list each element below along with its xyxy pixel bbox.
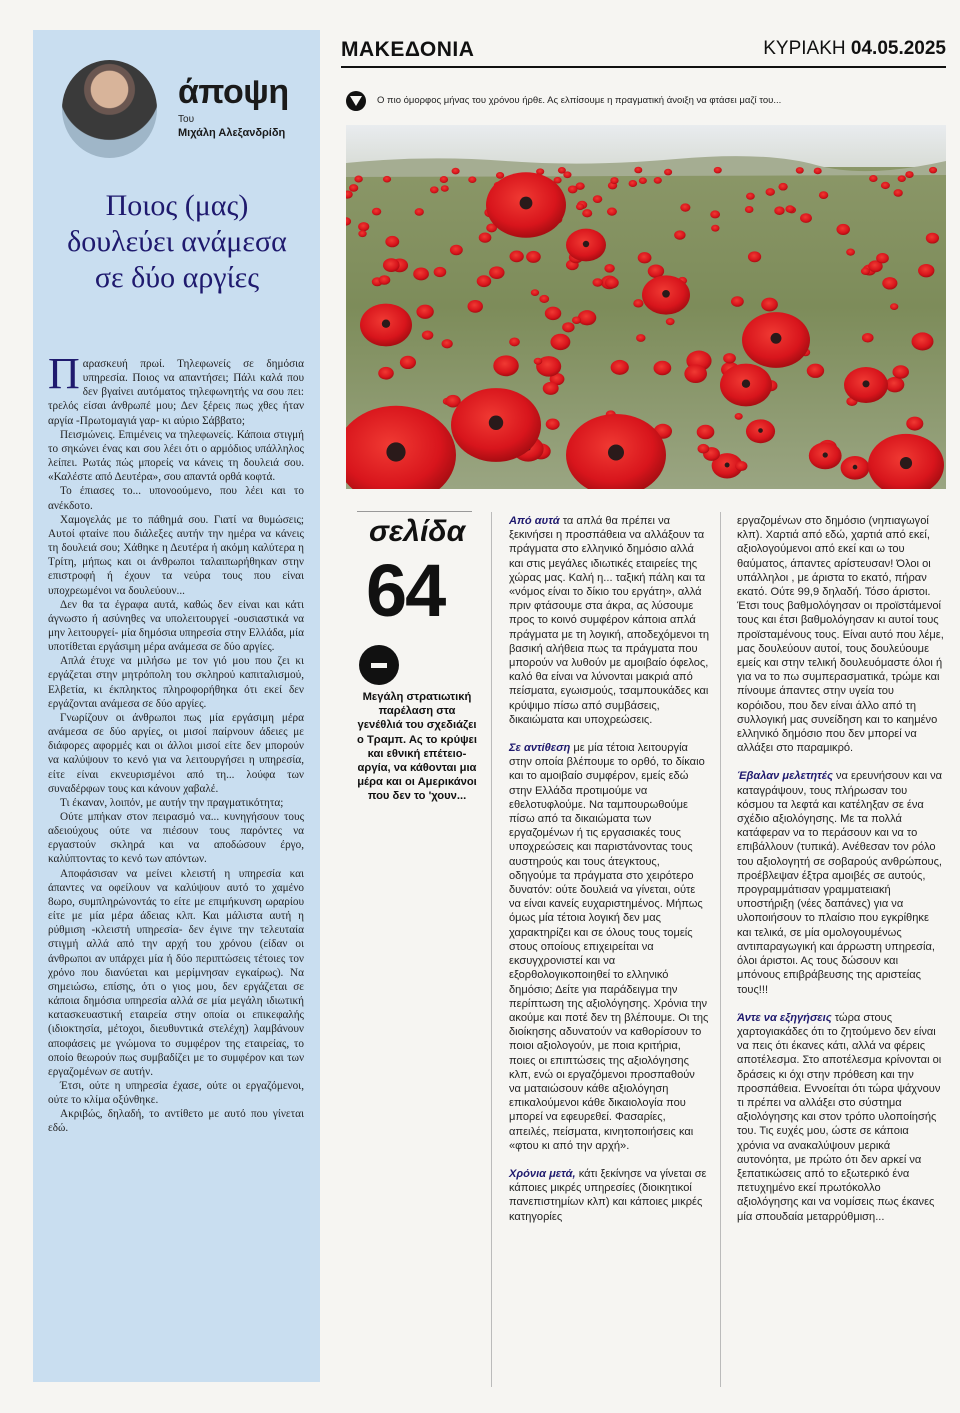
poppy-flower [434, 267, 447, 277]
poppy-flower [912, 332, 934, 350]
poppy-flower [379, 275, 391, 285]
poppy-flower [892, 365, 908, 379]
poppy-flower [697, 425, 715, 439]
poppy-flower [440, 176, 448, 183]
poppy-flower [761, 298, 778, 312]
poppy-flower [385, 236, 399, 247]
poppy-flower [882, 277, 897, 289]
poppy-flower [383, 176, 391, 183]
column-paragraph: εργαζομένων στο δημόσιο (νηπιαγωγοί κλπ). Χαρτιά από εδώ, χαρτιά από εκεί, αξιολογούμενοι από εκεί και ω του θαύματος, άπαντες αρίστευσαν! Όλοι οι υπάλληλοι , με άριστα το εκατό, πήραν εκατό. Ούτε 99,9 δηλαδή. Τόσο άριστοι. Έτσι τους βαθμολόγησαν οι προϊστάμενοί τους και έτσι βαθμολόγησαν κι αυτοί τους προϊσταμένους τους. Είναι αυτό που λέμε, μας δουλεύουν αυτοί, τους δουλεύουμε εμείς και στην τελική δουλευόμαστε όλοι ή για να το πω συμπερασματικά, τρώμε και πίνουμε άπαντες στην υγεία του κορόιδου, που δεν είναι άλλο από τη συλλογική μας συνείδηση και το καημένο ελληνικό δημόσιο που δεν μπορεί να αλλάξει στο παραμικρό. [737, 515, 944, 755]
poppy-center [900, 457, 912, 469]
poppy-flower [607, 208, 617, 216]
body-paragraph: Ούτε μπήκαν στον πειρασμό να... κυνηγήσουν τους αδειούχους ούτε να πιέσουν τους παρόντες να εργαστούν σκληρά και να αποδώσουν έργο, καλύπτοντας το κενό των απόντων. [48, 811, 304, 866]
page-label: σελίδα [369, 515, 466, 548]
poppy-flower [450, 245, 463, 256]
poppy-center [742, 380, 750, 388]
poppy-flower [611, 360, 629, 375]
photo-caption: Ο πιο όμορφος μήνας του χρόνου ήρθε. Ας ελπίσουμε η πραγματική άνοιξη να φτάσει μαζί του... [377, 95, 782, 106]
poppy-flower [493, 355, 518, 376]
poppy-flower [383, 258, 400, 272]
body-paragraph: Το έπιασες το... υπονοούμενο, που λέει και το ανέκδοτο. [48, 485, 304, 512]
poppy-flower [636, 334, 645, 342]
poppy-flower [664, 169, 672, 176]
poppy-flower [735, 413, 743, 420]
poppy-flower [748, 251, 761, 262]
poppy-flower [723, 353, 736, 363]
body-paragraph: Δεν θα τα έγραφα αυτά, καθώς δεν είναι και κάτι άγνωστο ή ασύνηθες να υπολειτουργεί -ουσιαστικά να μην λειτουργεί- μία δημόσια υπηρεσία στην Ελλάδα, μία υποτίθεται εργάσιμη μέρα ανάμεσα σε δύο αργίες. [48, 598, 304, 654]
poppy-flower [550, 334, 570, 350]
body-paragraph: Παρασκευή πρωί. Τηλεφωνείς σε δημόσια υπηρεσία. Ποιος να απαντήσει; Πάλι καλά που δεν βγαίνει αυτόματος τηλεφωνητής να σου πει: τρελός είσαι άνθρωπέ μου; Δεν ξέρεις πως χθες ήταν αργία -Πρωτομαγιά γαρ- κι αύριο Σάββατο; [48, 349, 304, 427]
poppy-flower [430, 186, 439, 193]
poppy-center [382, 320, 390, 328]
poppy-flower [545, 307, 561, 320]
poppy-flower [680, 203, 690, 211]
poppy-flower [836, 224, 849, 235]
poppy-flower [509, 338, 520, 347]
poppy-flower [604, 264, 614, 273]
body-paragraph: Έτσι, ούτε η υπηρεσία έχασε, ούτε οι εργαζόμενοι, ούτε το κλίμα οξύνθηκε. [48, 1079, 304, 1107]
poppy-flower [674, 230, 685, 239]
poppy-flower [534, 358, 543, 365]
issue-date-number: 04.05.2025 [850, 38, 946, 59]
poppy-flower [885, 377, 904, 393]
poppy-flower [807, 364, 824, 378]
poppy-flower [568, 185, 578, 193]
poppy-flower [714, 167, 722, 174]
poppy-flower [605, 277, 619, 288]
poppy-field-photo [346, 125, 946, 489]
poppy-flower [633, 299, 643, 307]
poppy-flower [906, 417, 923, 431]
poppy-flower [442, 339, 453, 348]
poppy-center [520, 197, 533, 210]
right-column [737, 514, 944, 1238]
poppy-flower [592, 278, 602, 286]
poppy-flower [846, 249, 855, 256]
poppy-flower [378, 367, 394, 380]
poppy-flower [861, 268, 870, 275]
poppy-flower [654, 177, 662, 184]
poppy-flower [785, 205, 794, 212]
poppy-center [725, 463, 730, 468]
poppy-center [386, 442, 405, 461]
column-divider [720, 512, 721, 1387]
poppy-flower [898, 175, 906, 182]
poppy-center [608, 445, 624, 461]
poppy-flower [819, 191, 828, 199]
poppy-flower [422, 330, 433, 339]
poppy-flower [452, 168, 460, 175]
poppy-flower [496, 172, 504, 179]
column-divider [491, 512, 492, 1387]
body-paragraph: Χαμογελάς με το πάθημά σου. Γιατί να θυμώσεις; Αυτοί φταίνε που διάλεξες αυτήν την ημέρα να κάνεις τη δουλειά σου; Χάθηκε η Δευτέρα ή ακόμη καλύτερα η Τρίτη, μήπως και οι άνθρωποι ταλαιπωρήθηκαν στην επιστροφή ή έχουν τα νεύρα τους που είναι υποχρεωμένοι να δουλεύουν... [48, 513, 304, 597]
poppy-flower [349, 184, 358, 192]
poppy-center [758, 428, 763, 433]
poppy-center [662, 290, 670, 298]
poppy-flower [862, 333, 874, 343]
page-box-rule [357, 511, 472, 512]
poppy-flower [531, 289, 539, 296]
poppy-flower [441, 185, 449, 192]
author-avatar [62, 60, 157, 158]
poppy-flower [543, 382, 559, 395]
author-name: Μιχάλη Αλεξανδρίδη [178, 127, 286, 139]
poppy-flower [634, 167, 642, 174]
poppy-flower [710, 210, 720, 218]
poppy-flower [796, 167, 804, 174]
poppy-flower [800, 213, 812, 223]
poppy-flower [572, 316, 581, 324]
poppy-flower [735, 461, 747, 471]
poppy-flower [666, 318, 675, 325]
poppy-flower [814, 168, 822, 175]
poppy-flower [684, 364, 707, 383]
poppy-flower [539, 295, 549, 303]
poppy-flower [354, 176, 362, 183]
poppy-center [862, 380, 869, 387]
body-paragraph: Πεισμώνεις. Επιμένεις να τηλεφωνείς. Κάποια στιγμή το σηκώνει ένας και σου λέει ότι ο αρμόδιος υπάλληλος λείπει. Ρωτάς πώς μπορείς να κάνεις τη δουλειά σου. «Καλέστε από Δευτέρα», σου απαντά ορθά κοφτά. [48, 428, 304, 484]
body-paragraph: Ακριβώς, δηλαδή, το αντίθετο με αυτό που γίνεται εδώ. [48, 1108, 304, 1135]
poppy-flower [731, 296, 744, 307]
body-paragraph: Τι έκαναν, λοιπόν, με αυτήν την πραγματικότητα; [60, 796, 284, 809]
poppy-flower [893, 189, 902, 197]
poppy-flower [576, 203, 584, 210]
author-prefix: Του [178, 114, 195, 125]
issue-date [720, 38, 946, 60]
poppy-center [853, 465, 858, 470]
drop-cap: Π [48, 349, 80, 398]
poppy-center [771, 333, 782, 344]
minus-icon [359, 645, 399, 685]
body-paragraph: Γνωρίζουν οι άνθρωποι πως μία εργάσιμη μέρα ανάμεσα σε δύο αργίες, οι μισοί παίρνουν άδειες με διάφορες αφορμές και οι άλλοι μισοί είτε δεν μπορούν να καλύψουν το κενό για να λειτουργήσει η υπηρεσία, είτε είναι εκνευρισμένοι από τη... λούφα των συναδέρφων τους και κάνουν χαβαλέ. [48, 711, 304, 795]
poppy-flower [562, 322, 574, 332]
poppy-flower [372, 208, 381, 216]
poppy-flower [905, 171, 913, 178]
header-rule [341, 66, 946, 68]
poppy-flower [358, 230, 366, 237]
poppy-flower [400, 356, 416, 369]
poppy-center [583, 241, 589, 247]
poppy-flower [698, 444, 710, 454]
poppy-flower [639, 177, 647, 184]
poppy-flower [881, 182, 890, 189]
page-number: 64 [366, 549, 445, 632]
poppy-flower [468, 176, 476, 183]
poppy-flower [711, 225, 719, 232]
body-paragraph: Απλά έτυχε να μιλήσω με τον γιό μου που ζει κι εργάζεται στην μητρόπολη του σκληρού καπιταλισμού, Ελβετία, κι έκπληκτος πληροφορήθηκα ότι εκεί δεν εργάζονται ανάμεσα σε δύο αργίες. [48, 655, 304, 710]
minus-commentary: Μεγάλη στρατιωτική παρέλαση στα γενέθλιά του σχεδιάζει ο Τραμπ. Ας το κρύψει και εθνική επέτειο-αργία, να κάθονται μια μέρα και οι Αμερικάνοι που δεν το 'χουν... [357, 691, 477, 803]
poppy-flower [926, 233, 939, 244]
poppy-flower [746, 193, 755, 200]
poppy-center [489, 416, 503, 430]
poppy-flower [578, 310, 596, 325]
poppy-flower [610, 177, 618, 184]
poppy-flower [638, 252, 652, 263]
poppy-flower [745, 206, 754, 213]
poppy-flower [876, 253, 889, 263]
poppy-flower [477, 275, 492, 287]
poppy-flower [413, 268, 429, 281]
poppy-flower [629, 180, 638, 187]
column-paragraph: Χρόνια μετά, κάτι ξεκίνησε να γίνεται σε κάποιες μικρές υπηρεσίες (διοικητικοί πανεπιστημίων κλπ) και κάποιες μικρές κατηγορίες [509, 1167, 707, 1223]
issue-day: ΚΥΡΙΑΚΗ [763, 38, 846, 59]
poppy-flower [510, 250, 524, 262]
poppy-flower [593, 195, 602, 203]
poppy-flower [929, 167, 937, 174]
poppy-flower [563, 171, 571, 178]
masthead: ΜΑΚΕΔΟΝΙΑ [341, 38, 475, 61]
opinion-body [48, 349, 304, 1136]
poppy-flower [526, 251, 541, 263]
poppy-flower [489, 266, 504, 279]
column-paragraph: Έβαλαν μελετητές να ερευνήσουν και να καταγράψουν, τους πλήρωσαν του κόσμου τα λεφτά και κατέληξαν σε ένα σχέδιο αξιολόγησης. Με τα πολλά κατάφεραν να το περάσουν και να το επιβάλλουν (τυπικά). Ανέθεσαν τον ρόλο του αξιολογητή σε σοβαρούς ανθρώπους, προέβλεψαν έξτρα αμοιβές σε αυτούς, προγραμμάτισαν γραμματειακή υποστήριξη (νέες δαπάνες) για να υλοποιήσουν το πλαίσιο που εγκρίθηκε και τελικά, σε μία ομολογουμένως αντιπαραγωγική και άρρωστη υπηρεσία, όλοι άριστοι. Ας τους δώσουν και μπόνους επιβράβευσης της αριστείας τους!!! [737, 770, 943, 996]
column-paragraph: Σε αντίθεση με μία τέτοια λειτουργία στην οποία βλέπουμε το ορθό, το δίκαιο και το αμοιβαίο συμφέρον, εμείς εδώ στην Ελλάδα προτιμούμε να εθελοτυφλούμε. Να ταμπουρωθούμε πίσω από τα δικαιώματα των εργαζομένων ή τις εργασιακές τους υποχρεώσεις και παριστάνοντας τους αυστηρούς και τους άτεγκτους, οδηγούμε τα πράγματα στο χειρότερο δυνατόν: ούτε δουλειά να γίνεται, ούτε να είναι κανείς ευχαριστημένος. Μήπως όμως μία τέτοια λογική δεν μας χαρακτηρίζει και σε όλους τους τομείς στους οποίους επιχειρείται να εκσυγχρονιστεί και να εξορθολογικοποιηθεί το ελληνικό δημόσιο; Δείτε για παράδειγμα την περίπτωση της αξιολόγησης. Χρόνια την ακούμε και ποτέ δεν τη βλέπουμε. Οι της διοίκησης αδυνατούν να καθορίσουν το ποιοι αξιολογούν, με ποια κριτήρια, ποιες οι επιπτώσεις της αξιολόγησης κλπ, ενώ οι εργαζόμενοι προσπαθούν να ματαιώσουν κάθε αξιολόγηση επικαλούμενοι κάθε δικαιολογία που μπορεί να εφευρεθεί. Φασαρίες, απειλές, πείσματα, κινητοποιήσεις και «φτου κι από την αρχή». [509, 742, 709, 1152]
poppy-flower [582, 209, 592, 217]
poppy-flower [778, 183, 787, 191]
article-headline: Ποιος (μας) δουλεύει ανάμεσα σε δύο αργίες [67, 189, 287, 294]
poppy-flower [468, 300, 483, 313]
column-paragraph: Από αυτά τα απλά θα πρέπει να ξεκινήσει η προσπάθεια να αλλάξουν τα πράγματα στο ελληνικό δημόσιο αλλά και στις μεγάλες ιδιωτικές εταιρείες της χώρας μας. Καλή η... ταξική πάλη και τα «νόμος είναι το δίκιο του εργάτη», αλλά πριν φτάσουμε στα άκρα, ας λύσουμε προς το κοινό συμφέρον κάποια απλά πράγματα με τη λογική, αποδεχόμενοι τη βασική αλήθεια πως τα πράγματα που μπορούν να λυθούν με αμοιβαίο όφελος, καλό θα είναι να λύνονται μακριά από πείσματα, εγωισμούς, τσαμπουκάδες και κρύψιμο πίσω από συμβάσεις, δικαιώματα και υποχρεώσεις. [509, 515, 709, 726]
poppy-flower [869, 175, 877, 182]
column-paragraph: Άντε να εξηγήσεις τώρα στους χαρτογιακάδες ότι το ζητούμενο δεν είναι να πεις ότι έκανες κάτι, αλλά να φέρεις αποτέλεσμα. Στο αποτέλεσμα κρίνονται οι δράσεις κι όχι στην πρόθεση και την προσπάθεια. Εννοείται ότι τώρα ψάχνουν τι πρέπει να αλλάξει στο σύστημα αξιολόγησης και στον τρόπο υλοποίησής του. Τις ευχές μου, ώστε σε κάποια χρόνια να ανακαλύψουν μερικά αυτονόητα, με πρώτο ότι δεν αρκεί να ξεπατικώσεις από το εξωτερικό ένα πετυχημένο εκεί πρωτόκολλο αξιολόγησης και να νομίσεις πως έκανες μία σπουδαία μεταρρύθμιση... [737, 1011, 942, 1223]
poppy-flower [479, 232, 492, 242]
poppy-flower [890, 303, 898, 310]
poppy-flower [416, 305, 433, 319]
poppy-flower [918, 264, 934, 277]
body-paragraph: Αποφάσισαν να μείνει κλειστή η υπηρεσία και άπαντες να οφείλουν να καλύψουν αυτό το χαμένο 8ωρο, συμπληρώνοντάς το είτε με επιμήκυνση ωραρίου είτε με μία μέρα άδειας κλπ. Και μάλιστα αυτή η ρύθμιση -κλειστή υπηρεσία- δεν έγινε την τελευταία στιγμή αλλά από την αρχή του χρόνου (είδαν οι άνθρωποι αν υπάρχει μία ή δύο περιπτώσεις τέτοιες τον χρόνο που διανύεται και μερίμνησαν εγκαίρως). Να σημειώσω, επίσης, ότι ο γιος μου, δεν εργάζεται σε κάποια δημόσια υπηρεσία αλλά σε μία μεγάλη ιδιωτική κατασκευαστική εταιρεία στην οποία οι επικεφαλής (ιδιοκτησία, μέτοχοι, διευθυντικά στελέχη) λαμβάνουν αποφάσεις με γνώμονα το συμφέρον της εταιρείας, το οποίο θεωρούν πως συμβαδίζει με το συμφέρον και των εργαζομένων σε αυτήν. [48, 867, 304, 1078]
poppy-flower [766, 188, 775, 196]
triangle-down-icon [346, 91, 366, 111]
poppy-flower [774, 206, 784, 215]
poppy-flower [546, 418, 560, 429]
poppy-flower [415, 208, 424, 216]
poppy-flower [654, 361, 672, 376]
poppy-flower [358, 222, 369, 231]
middle-column [509, 514, 709, 1238]
poppy-center [823, 452, 828, 457]
opinion-label: άποψη [178, 73, 289, 111]
